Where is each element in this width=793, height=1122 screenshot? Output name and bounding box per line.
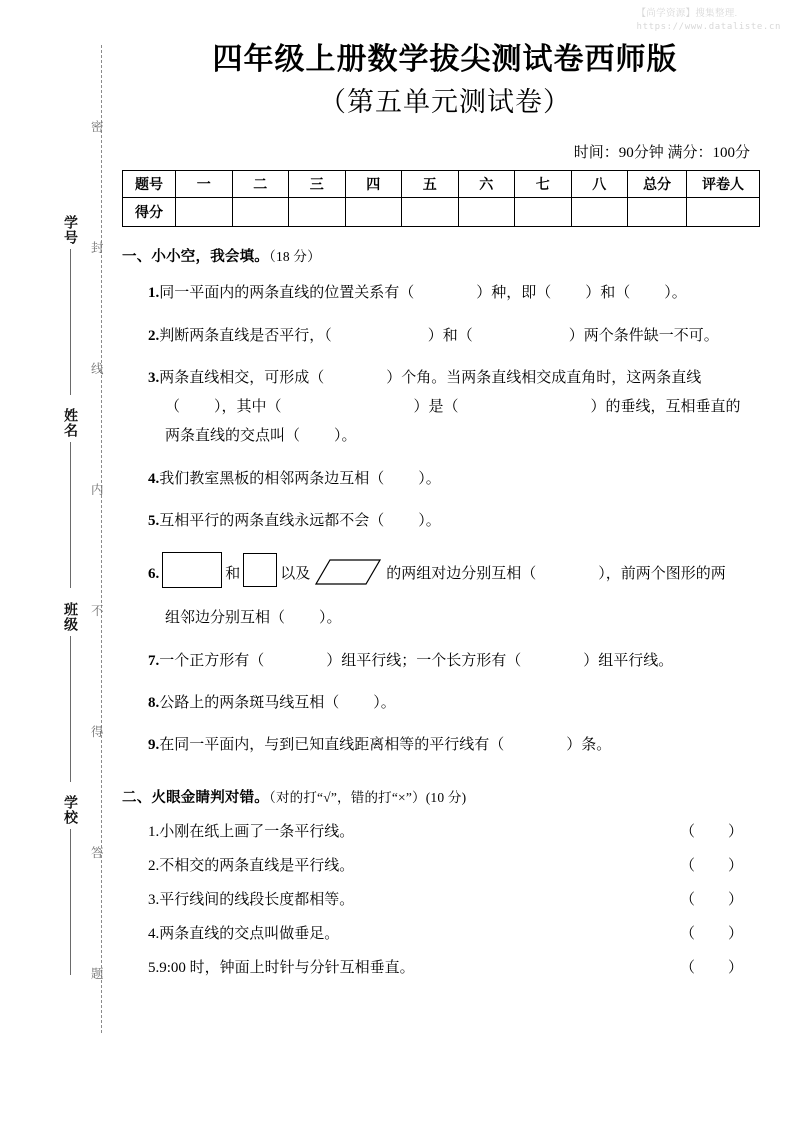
score-table-header-cell: 四 bbox=[345, 171, 402, 198]
question-item bbox=[122, 647, 768, 676]
score-table-header-cell: 五 bbox=[402, 171, 459, 198]
question-text: ）的垂线，互相垂直的 bbox=[590, 399, 741, 415]
question-text: ）两个条件缺一不可。 bbox=[568, 327, 719, 344]
section-heading bbox=[122, 786, 768, 807]
page-title: 四年级上册数学拔尖测试卷西师版 bbox=[212, 42, 678, 77]
question-text: ），其中（ bbox=[214, 399, 282, 415]
score-cell-total[interactable] bbox=[628, 198, 687, 227]
question-text: ）。 bbox=[334, 428, 357, 445]
question-number: 2. bbox=[148, 858, 160, 875]
question-line bbox=[148, 689, 768, 718]
question-number: 3. bbox=[148, 892, 160, 909]
true-false-item bbox=[122, 820, 768, 841]
parallelogram-figure-icon bbox=[315, 559, 381, 596]
question-text: ）个角。当两条直线相交成直角时，这两条直线 bbox=[386, 369, 702, 386]
score-table-header-cell: 一 bbox=[176, 171, 233, 198]
seal-char: 题 bbox=[89, 967, 105, 980]
question-text: ）种，即（ bbox=[476, 285, 552, 302]
question-text: ）。 bbox=[418, 470, 441, 487]
section-true-false bbox=[122, 786, 768, 977]
question-text bbox=[148, 922, 339, 943]
section-heading-text: 二、火眼金睛判对错。 bbox=[122, 790, 269, 807]
question-text bbox=[148, 956, 415, 977]
question-text: ）。 bbox=[664, 285, 687, 302]
question-line bbox=[148, 647, 768, 676]
true-false-item bbox=[122, 956, 768, 977]
question-body: 小刚在纸上画了一条平行线。 bbox=[159, 824, 355, 841]
score-cell[interactable] bbox=[345, 198, 402, 227]
question-text: 一个正方形有（ bbox=[159, 652, 265, 669]
question-line bbox=[148, 552, 768, 596]
question-number: 4. bbox=[148, 926, 160, 943]
question-text: 在同一平面内，与到已知直线距离相等的平行线有（ bbox=[159, 737, 505, 753]
question-text: ）条。 bbox=[566, 737, 612, 753]
question-text: ）。 bbox=[418, 512, 441, 529]
score-table-header-cell: 三 bbox=[289, 171, 346, 198]
question-text: 我们教室黑板的相邻两条边互相（ bbox=[159, 470, 385, 487]
question-line bbox=[148, 364, 768, 393]
student-field-rule bbox=[70, 249, 71, 395]
question-item bbox=[122, 507, 768, 536]
true-false-item bbox=[122, 922, 768, 943]
question-body: 两条直线的交点叫做垂足。 bbox=[159, 926, 340, 943]
question-number: 2. bbox=[148, 327, 160, 344]
answer-bracket[interactable]: （ ） bbox=[679, 960, 744, 977]
score-table-header-cell: 七 bbox=[515, 171, 572, 198]
student-field-rule bbox=[70, 442, 71, 588]
true-false-item bbox=[122, 888, 768, 909]
question-text: ）组平行线。 bbox=[583, 652, 674, 669]
section-points: （对的打“√”，错的打“×”）(10 分) bbox=[269, 790, 467, 806]
question-body: 9:00 时，钟面上时针与分针互相垂直。 bbox=[159, 960, 415, 977]
rectangle-figure-icon bbox=[162, 552, 222, 588]
question-text: 的两组对边分别互相（ bbox=[386, 566, 537, 582]
student-field-school bbox=[63, 795, 77, 975]
question-text: 组邻边分别互相（ bbox=[165, 610, 286, 627]
question-text bbox=[148, 888, 354, 909]
true-false-item bbox=[122, 854, 768, 875]
score-cell[interactable] bbox=[289, 198, 346, 227]
question-text: ）组平行线；一个长方形有（ bbox=[326, 652, 522, 669]
question-text: 互相平行的两条直线永远都不会（ bbox=[159, 512, 385, 529]
question-item bbox=[122, 465, 768, 494]
seal-char: 封 bbox=[89, 241, 105, 254]
answer-bracket[interactable]: （ ） bbox=[679, 824, 744, 841]
section-fill-in-blanks bbox=[122, 245, 768, 760]
student-field-label: 学号 bbox=[62, 215, 78, 245]
seal-char: 密 bbox=[89, 120, 105, 133]
question-text: 和 bbox=[225, 566, 241, 582]
score-cell[interactable] bbox=[176, 198, 233, 227]
score-cell[interactable] bbox=[402, 198, 459, 227]
question-item bbox=[122, 279, 768, 308]
question-text: 两条直线相交，可形成（ bbox=[159, 369, 325, 386]
question-line bbox=[148, 731, 768, 760]
question-line bbox=[148, 322, 768, 351]
question-item bbox=[122, 731, 768, 760]
student-field-label: 姓名 bbox=[62, 408, 78, 439]
question-line bbox=[148, 507, 768, 536]
score-table-header-cell: 八 bbox=[571, 171, 628, 198]
question-text bbox=[148, 820, 354, 841]
question-text: ）和（ bbox=[585, 285, 631, 302]
section-points: （18 分） bbox=[269, 249, 321, 265]
score-cell-marker[interactable] bbox=[687, 198, 760, 227]
exam-sheet bbox=[122, 0, 768, 1122]
score-table-score-row bbox=[123, 198, 760, 227]
score-table-header-cell: 六 bbox=[458, 171, 515, 198]
question-text: 两条直线的交点叫（ bbox=[165, 428, 301, 445]
student-field-label: 班级 bbox=[62, 601, 78, 632]
score-table-header-cell: 二 bbox=[232, 171, 289, 198]
answer-bracket[interactable]: （ ） bbox=[679, 858, 744, 875]
square-figure-icon bbox=[243, 553, 277, 587]
question-text: ）和（ bbox=[427, 327, 473, 344]
seal-char: 不 bbox=[89, 604, 105, 617]
question-number: 4. bbox=[148, 470, 160, 487]
score-cell[interactable] bbox=[458, 198, 515, 227]
question-number: 5. bbox=[148, 960, 160, 977]
exam-meta: 时间：90分钟 满分：100分 bbox=[573, 145, 750, 162]
score-cell[interactable] bbox=[232, 198, 289, 227]
question-body: 不相交的两条直线是平行线。 bbox=[159, 858, 355, 875]
question-text: 以及 bbox=[280, 566, 311, 582]
question-number: 1. bbox=[148, 824, 160, 841]
question-number: 7. bbox=[148, 652, 160, 669]
score-cell[interactable] bbox=[515, 198, 572, 227]
question-number: 3. bbox=[148, 369, 160, 386]
question-number: 8. bbox=[148, 694, 160, 711]
question-item bbox=[122, 364, 768, 452]
score-table-header-cell: 评卷人 bbox=[687, 171, 760, 198]
question-line bbox=[148, 465, 768, 494]
question-line bbox=[148, 604, 768, 633]
score-table-header-cell: 总分 bbox=[628, 171, 687, 198]
question-number: 6. bbox=[148, 566, 160, 582]
question-text: （ bbox=[165, 399, 181, 415]
student-field-name bbox=[63, 408, 77, 588]
answer-bracket[interactable]: （ ） bbox=[679, 892, 744, 909]
seal-char: 线 bbox=[89, 362, 105, 375]
question-line bbox=[148, 393, 768, 422]
question-line bbox=[148, 422, 768, 451]
student-field-rule bbox=[70, 636, 71, 782]
watermark-url: https://www.dataliste.cn bbox=[636, 21, 781, 32]
student-field-class bbox=[63, 602, 77, 782]
question-text bbox=[148, 854, 354, 875]
watermark-source-label: 【尚学资源】搜集整理. bbox=[636, 8, 738, 19]
seal-char: 内 bbox=[89, 483, 105, 496]
page-subtitle: （第五单元测试卷） bbox=[319, 87, 571, 119]
question-number: 5. bbox=[148, 512, 160, 529]
question-text: ）。 bbox=[373, 694, 396, 711]
seal-char: 答 bbox=[89, 846, 105, 859]
student-field-rule bbox=[70, 829, 71, 975]
question-text: 判断两条直线是否平行，（ bbox=[159, 327, 332, 344]
score-cell[interactable] bbox=[571, 198, 628, 227]
student-field-id bbox=[63, 215, 77, 395]
answer-bracket[interactable]: （ ） bbox=[679, 926, 744, 943]
seal-margin bbox=[0, 0, 112, 1122]
score-table-row-label: 得分 bbox=[123, 198, 176, 227]
question-text: ）。 bbox=[319, 610, 342, 627]
student-field-label: 学校 bbox=[62, 794, 78, 825]
score-table-header-cell: 题号 bbox=[123, 171, 176, 198]
section-heading bbox=[122, 245, 768, 266]
question-line bbox=[148, 279, 768, 308]
question-text: 同一平面内的两条直线的位置关系有（ bbox=[159, 285, 415, 302]
question-item bbox=[122, 322, 768, 351]
question-item bbox=[122, 552, 768, 634]
question-number: 9. bbox=[148, 737, 160, 753]
section-heading-text: 一、小小空，我会填。 bbox=[122, 249, 269, 266]
question-number: 1. bbox=[148, 285, 160, 302]
question-text: 公路上的两条斑马线互相（ bbox=[159, 694, 340, 711]
student-info-fields bbox=[52, 215, 88, 975]
seal-char: 得 bbox=[89, 725, 105, 738]
question-text: ）是（ bbox=[413, 399, 459, 415]
question-text: ），前两个图形的两 bbox=[598, 566, 726, 582]
score-table-header-row bbox=[123, 171, 760, 198]
question-body: 平行线间的线段长度都相等。 bbox=[159, 892, 355, 909]
score-table bbox=[122, 170, 760, 227]
question-item bbox=[122, 689, 768, 718]
seal-vertical-text bbox=[85, 120, 107, 980]
